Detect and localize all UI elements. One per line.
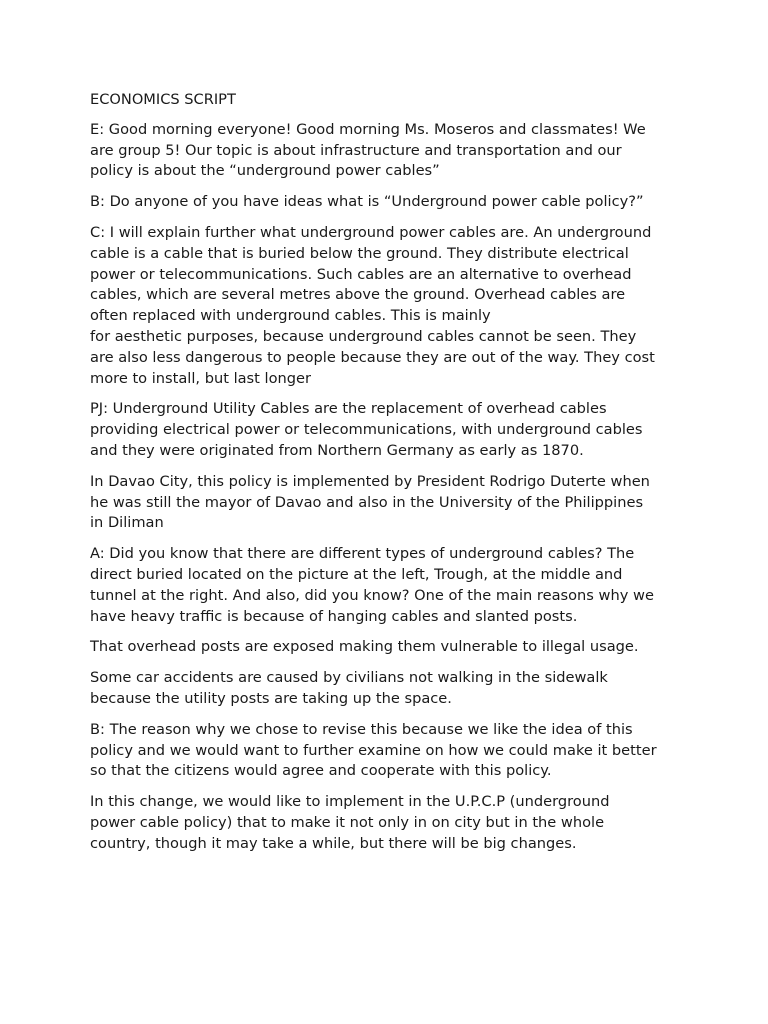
text-line: more to install, but last longer bbox=[90, 369, 312, 387]
text-line: in Diliman bbox=[90, 514, 164, 532]
text-line: for aesthetic purposes, because underground cables cannot be seen. They bbox=[90, 327, 637, 345]
paragraph bbox=[90, 668, 690, 710]
paragraph bbox=[90, 472, 690, 534]
text-line: he was still the mayor of Davao and also in the University of the Philippines bbox=[90, 493, 644, 511]
text-line: In this change, we would like to implement in the U.P.C.P (underground bbox=[90, 793, 610, 811]
paragraph bbox=[90, 192, 690, 213]
text-line: That overhead posts are exposed making them vulnerable to illegal usage. bbox=[90, 638, 639, 656]
text-line: A: Did you know that there are different types of underground cables? The bbox=[90, 545, 635, 563]
text-line: often replaced with underground cables. This is mainly bbox=[90, 307, 491, 325]
paragraph bbox=[90, 399, 690, 461]
text-line: providing electrical power or telecommunications, with underground cables bbox=[90, 421, 643, 439]
text-line: cables, which are several metres above the ground. Overhead cables are bbox=[90, 286, 626, 304]
paragraph bbox=[90, 544, 690, 627]
text-line: C: I will explain further what underground power cables are. An underground bbox=[90, 223, 652, 241]
text-line: cable is a cable that is buried below the ground. They distribute electrical bbox=[90, 244, 629, 262]
document-body bbox=[90, 120, 690, 855]
paragraph bbox=[90, 120, 690, 182]
document-title: ECONOMICS SCRIPT bbox=[90, 91, 236, 108]
text-line: power cable policy) that to make it not only in on city but in the whole bbox=[90, 813, 605, 831]
paragraph bbox=[90, 223, 690, 389]
text-line: Some car accidents are caused by civilians not walking in the sidewalk bbox=[90, 669, 608, 687]
text-line: country, though it may take a while, but there will be big changes. bbox=[90, 834, 577, 852]
text-line: tunnel at the right. And also, did you know? One of the main reasons why we bbox=[90, 586, 654, 604]
text-line: have heavy traffic is because of hanging cables and slanted posts. bbox=[90, 607, 578, 625]
paragraph bbox=[90, 792, 690, 854]
text-line: and they were originated from Northern Germany as early as 1870. bbox=[90, 441, 584, 459]
text-line: E: Good morning everyone! Good morning Ms. Moseros and classmates! We bbox=[90, 120, 646, 138]
document-page bbox=[90, 90, 690, 865]
text-line: In Davao City, this policy is implemented by President Rodrigo Duterte when bbox=[90, 472, 650, 490]
paragraph bbox=[90, 720, 690, 782]
text-line: power or telecommunications. Such cables are an alternative to overhead bbox=[90, 265, 632, 283]
text-line: because the utility posts are taking up the space. bbox=[90, 689, 452, 707]
text-line: policy and we would want to further examine on how we could make it better bbox=[90, 741, 657, 759]
text-line: are also less dangerous to people because they are out of the way. They cost bbox=[90, 348, 655, 366]
text-line: B: Do anyone of you have ideas what is “Underground power cable policy?” bbox=[90, 193, 644, 211]
text-line: PJ: Underground Utility Cables are the replacement of overhead cables bbox=[90, 400, 607, 418]
text-line: are group 5! Our topic is about infrastructure and transportation and our bbox=[90, 141, 622, 159]
text-line: direct buried located on the picture at the left, Trough, at the middle and bbox=[90, 565, 623, 583]
paragraph bbox=[90, 637, 690, 658]
text-line: so that the citizens would agree and cooperate with this policy. bbox=[90, 762, 552, 780]
text-line: policy is about the “underground power cables” bbox=[90, 162, 440, 180]
text-line: B: The reason why we chose to revise this because we like the idea of this bbox=[90, 720, 633, 738]
